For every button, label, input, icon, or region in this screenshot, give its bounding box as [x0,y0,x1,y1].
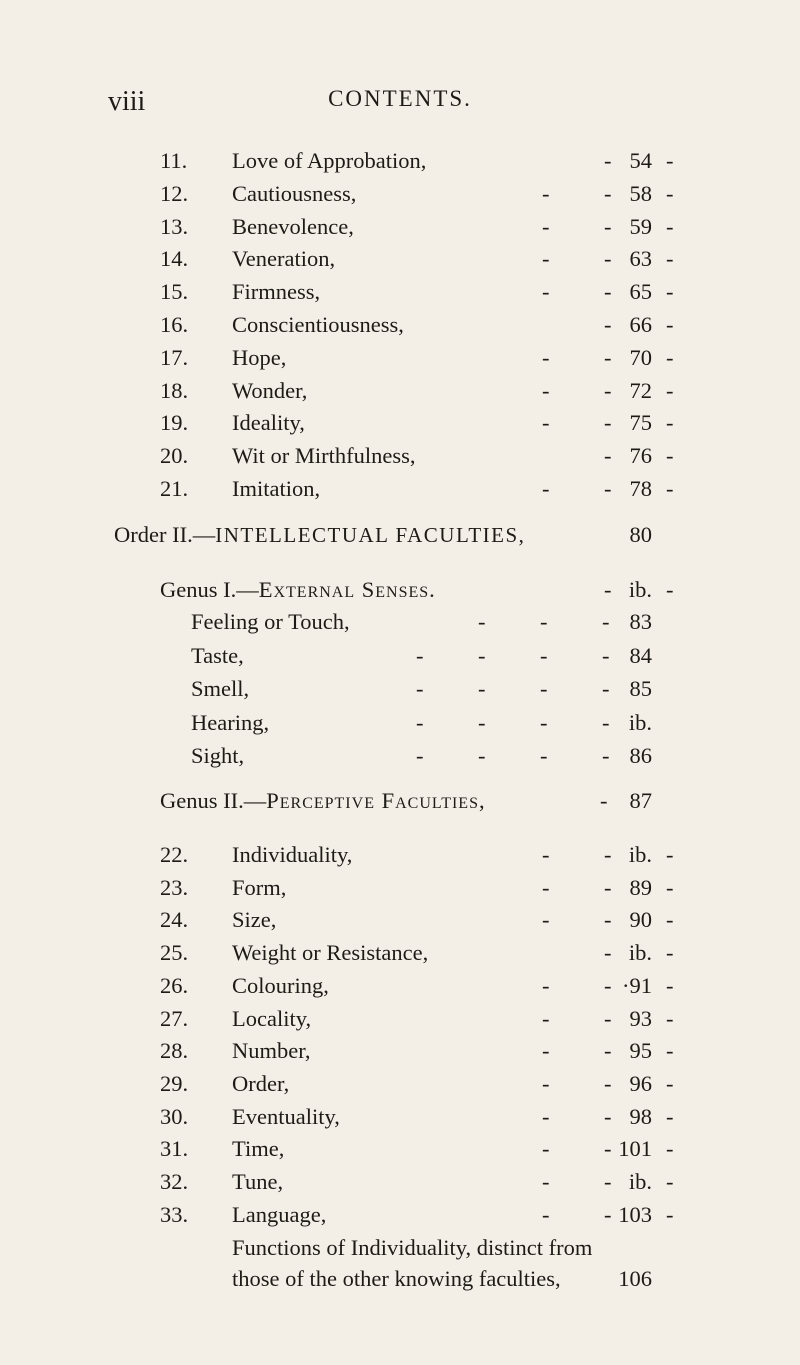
entry-title: Tune, [232,1169,284,1194]
leader-dash: - [666,1136,674,1162]
leader-dash: - [416,642,424,668]
leader-dash: - [604,1201,612,1227]
page-number: viii [108,86,146,117]
page-ref: 80 [629,522,652,547]
leader-dash: - [542,410,550,436]
leader-dash: - [542,279,550,305]
leader-dash: - [416,709,424,735]
entry-title: Order, [232,1070,290,1096]
page-ref: 75 [629,410,652,436]
page-ref: 90 [629,907,652,933]
leader-dash: - [604,907,612,933]
entry-title: Benevolence, [232,213,354,239]
leader-dash: - [604,377,612,403]
page-ref: 98 [629,1103,652,1129]
leader-dash: - [666,377,674,403]
leader-dash: - [666,476,674,501]
page-ref: 86 [629,743,652,768]
entry-title: Taste, [191,642,244,668]
toc-entry [0,1004,800,1034]
entry-title: Weight or Resistance, [232,940,429,966]
leader-dash: - [604,246,612,272]
toc-entry [0,310,800,340]
entry-title: Ideality, [232,410,305,436]
entry-number: 11. [160,148,188,173]
leader-dash: - [542,246,550,272]
page-ref: 58 [629,180,652,206]
entry-number: 14. [160,246,189,272]
page-ref: 76 [629,443,652,469]
page-ref: 101 [618,1136,652,1162]
entry-title: Conscientiousness, [232,312,404,337]
entry-title: Wit or Mirthfulness, [232,443,416,469]
genus-prefix: Genus I.— [160,577,259,602]
leader-dash: - [666,410,674,436]
genus-title [160,786,486,816]
leader-dash: - [666,279,674,305]
page-header [0,86,800,126]
leader-dash: - [666,148,674,173]
leader-dash: - [666,312,674,337]
entry-number: 21. [160,476,189,501]
order-name: INTELLECTUAL FACULTIES, [215,523,526,547]
leader-dash: - [666,842,674,867]
toc-entry [0,277,800,307]
entry-title: Form, [232,874,287,900]
leader-dash: - [666,577,674,602]
leader-dash: - [542,1038,550,1064]
leader-dash: - [604,1136,612,1162]
entry-number: 27. [160,1005,189,1031]
page-ref: 54 [629,148,652,173]
toc-entry [0,441,800,471]
page-ref: 84 [629,642,652,668]
order-prefix: Order II.— [114,522,216,547]
leader-dash: - [604,842,612,867]
leader-dash: - [666,1070,674,1096]
entry-title: Love of Approbation, [232,148,427,173]
leader-dash: - [666,1103,674,1129]
entry-title: Smell, [191,676,250,701]
page-ref: 103 [618,1201,652,1227]
leader-dash: - [604,1169,612,1194]
entry-number: 32. [160,1169,189,1194]
leader-dash: - [604,148,612,173]
running-head: CONTENTS. [328,86,472,111]
order-title [114,520,525,550]
entry-title: Locality, [232,1005,312,1031]
entry-title: Firmness, [232,279,321,305]
page-ref: 89 [629,874,652,900]
page-ref: 78 [629,476,652,501]
leader-dash: - [666,972,674,998]
page-ref: 70 [629,344,652,370]
leader-dash: - [542,1201,550,1227]
entry-title: Individuality, [232,842,353,867]
leader-dash: - [604,1070,612,1096]
entry-title: Language, [232,1201,327,1227]
entry-number: 25. [160,940,189,966]
toc-entry [0,741,800,771]
entry-title: Time, [232,1136,285,1162]
entry-title: Eventuality, [232,1103,340,1129]
entry-number: 15. [160,279,189,305]
leader-dash: - [542,1005,550,1031]
leader-dash: - [604,1005,612,1031]
page-ref: ib. [628,709,652,735]
leader-dash: - [604,344,612,370]
entry-number: 19. [160,410,189,436]
leader-dash: - [604,213,612,239]
page-ref: 83 [629,609,652,634]
leader-dash: - [604,476,612,501]
leader-dash: - [604,874,612,900]
leader-dash: - [542,1070,550,1096]
page-ref: 59 [629,213,652,239]
leader-dash: - [666,1038,674,1064]
toc-entry [0,1069,800,1099]
toc-entry [0,244,800,274]
entry-number: 33. [160,1201,189,1227]
leader-dash: - [540,743,548,768]
leader-dash: - [542,842,550,867]
entry-number: 16. [160,312,189,337]
page-ref: 66 [629,312,652,337]
entry-title: Hope, [232,344,287,370]
toc-entry [0,938,800,968]
entry-title: Veneration, [232,246,336,272]
toc-entry [0,212,800,242]
entry-number: 29. [160,1070,189,1096]
leader-dash: - [542,1136,550,1162]
page-ref: ib. [628,940,652,966]
leader-dash: - [602,642,610,668]
leader-dash: - [542,344,550,370]
entry-number: 24. [160,907,189,933]
page-ref: 95 [629,1038,652,1064]
genus-name: Perceptive Faculties, [266,788,486,813]
leader-dash: - [540,642,548,668]
entry-title: Colouring, [232,972,329,998]
page-ref: 93 [629,1005,652,1031]
leader-dash: - [540,609,548,634]
entry-number: 18. [160,377,189,403]
toc-entry [0,1134,800,1164]
entry-title: Feeling or Touch, [191,609,350,634]
toc-entry [0,1102,800,1132]
toc-entry [0,708,800,738]
toc-entry [0,905,800,935]
entry-number: 23. [160,874,189,900]
entry-title: Number, [232,1038,311,1064]
entry-title: Cautiousness, [232,180,357,206]
leader-dash: - [604,940,612,966]
entry-title: Size, [232,907,277,933]
toc-entry [0,971,800,1001]
genus-heading [0,786,800,816]
leader-dash: - [604,279,612,305]
toc-entry [0,146,800,176]
toc-entry [0,474,800,504]
toc-entry [0,674,800,704]
leader-dash: - [602,676,610,701]
page-ref: ·91 [622,972,652,998]
genus-name: External Senses. [258,577,436,602]
leader-dash: - [602,743,610,768]
leader-dash: - [604,410,612,436]
page-ref: 87 [629,788,652,813]
entry-title: Hearing, [191,709,270,735]
toc-entry-continued [0,1233,800,1263]
entry-number: 13. [160,213,189,239]
toc-entry [0,1167,800,1197]
entry-title-line1: Functions of Individuality, distinct from [232,1235,593,1260]
entry-title-line2: those of the other knowing faculties, [232,1266,561,1291]
toc-entry [0,607,800,637]
leader-dash: - [604,180,612,206]
page-ref: ib. [628,577,652,602]
leader-dash: - [478,642,486,668]
leader-dash: - [542,180,550,206]
toc-entry [0,840,800,870]
toc-entry [0,376,800,406]
leader-dash: - [542,377,550,403]
toc-entry [0,873,800,903]
leader-dash: - [604,577,612,602]
page-ref: ib. [628,1169,652,1194]
leader-dash: - [604,1038,612,1064]
leader-dash: - [600,788,608,813]
page-ref: 65 [629,279,652,305]
entry-number: 12. [160,180,189,206]
leader-dash: - [666,180,674,206]
leader-dash: - [602,709,610,735]
toc-entry [0,343,800,373]
toc-entry [0,641,800,671]
leader-dash: - [542,1169,550,1194]
genus-heading [0,575,800,605]
leader-dash: - [666,246,674,272]
page-ref: 72 [629,377,652,403]
toc-entry-continued [0,1264,800,1294]
leader-dash: - [542,874,550,900]
entry-number: 17. [160,344,189,370]
entry-number: 22. [160,842,189,867]
entry-number: 28. [160,1038,189,1064]
entry-number: 31. [160,1136,189,1162]
leader-dash: - [666,907,674,933]
leader-dash: - [478,743,486,768]
leader-dash: - [666,940,674,966]
page-ref: 96 [629,1070,652,1096]
entry-title: Imitation, [232,476,321,501]
leader-dash: - [604,312,612,337]
genus-title [160,575,436,605]
leader-dash: - [604,1103,612,1129]
leader-dash: - [542,476,550,501]
page-ref: 85 [629,676,652,701]
page-ref: 106 [618,1266,652,1291]
toc-entry [0,408,800,438]
leader-dash: - [416,676,424,701]
page-ref: ib. [628,842,652,867]
leader-dash: - [666,443,674,469]
toc-entry [0,1200,800,1230]
leader-dash: - [540,676,548,701]
leader-dash: - [542,907,550,933]
genus-prefix: Genus II.— [160,788,267,813]
leader-dash: - [478,609,486,634]
leader-dash: - [542,1103,550,1129]
page-ref: 63 [629,246,652,272]
leader-dash: - [540,709,548,735]
leader-dash: - [604,443,612,469]
order-heading [0,520,800,550]
leader-dash: - [478,676,486,701]
leader-dash: - [542,972,550,998]
entry-number: 20. [160,443,189,469]
leader-dash: - [602,609,610,634]
leader-dash: - [478,709,486,735]
entry-title: Wonder, [232,377,308,403]
toc-entry [0,179,800,209]
leader-dash: - [666,1005,674,1031]
leader-dash: - [416,743,424,768]
leader-dash: - [666,1169,674,1194]
leader-dash: - [666,874,674,900]
entry-number: 30. [160,1103,189,1129]
toc-entry [0,1036,800,1066]
leader-dash: - [666,213,674,239]
entry-number: 26. [160,972,189,998]
leader-dash: - [604,972,612,998]
leader-dash: - [666,344,674,370]
leader-dash: - [666,1201,674,1227]
entry-title: Sight, [191,743,245,768]
leader-dash: - [542,213,550,239]
